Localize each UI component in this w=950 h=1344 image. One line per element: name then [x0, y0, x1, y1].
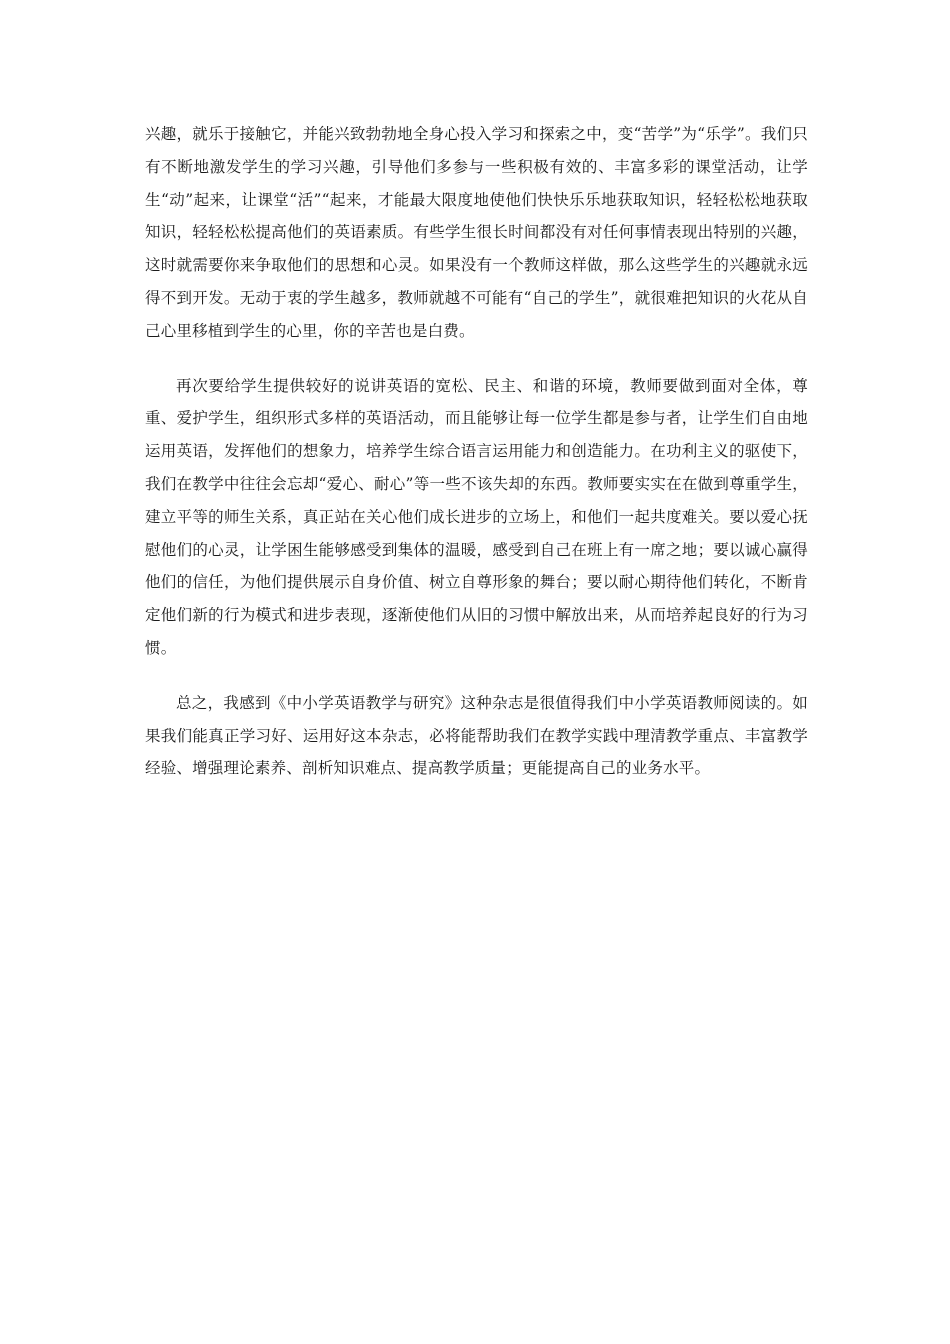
paragraph-interest-continuation: 兴趣，就乐于接触它，并能兴致勃勃地全身心投入学习和探索之中，变“苦学”为“乐学”。我们只有不断地激发学生的学习兴趣，引导他们多参与一些积极有效的、丰富多彩的课堂活动，让学生“动”起来，让课堂“活”“起来，才能最大限度地使他们快快乐乐地获取知识，轻轻松松地获取知识，轻轻松松提高他们的英语素质。有些学生很长时间都没有对任何事情表现出特别的兴趣，这时就需要你来争取他们的思想和心灵。如果没有一个教师这样做，那么这些学生的兴趣就永远得不到开发。无动于衷的学生越多，教师就越不可能有“自己的学生”，就很难把知识的火花从自己心里移植到学生的心里，你的辛苦也是白费。 [145, 125, 808, 340]
paragraph-gap [145, 665, 808, 687]
document-body [145, 118, 808, 785]
paragraph-learning-environment: 再次要给学生提供较好的说讲英语的宽松、民主、和谐的环境，教师要做到面对全体，尊重、爱护学生，组织形式多样的英语活动，而且能够让每一位学生都是参与者，让学生们自由地运用英语，发挥他们的想象力，培养学生综合语言运用能力和创造能力。在功利主义的驱使下，我们在教学中往往会忘却“爱心、耐心”等一些不该失却的东西。教师要实实在在做到尊重学生，建立平等的师生关系，真正站在关心他们成长进步的立场上，和他们一起共度难关。要以爱心抚慰他们的心灵，让学困生能够感受到集体的温暖，感受到自己在班上有一席之地；要以诚心赢得他们的信任，为他们提供展示自身价值、树立自尊形象的舞台；要以耐心期待他们转化，不断肯定他们新的行为模式和进步表现，逐渐使他们从旧的习惯中解放出来，从而培养起良好的行为习惯。 [145, 376, 808, 657]
paragraph-gap [145, 348, 808, 370]
paragraph-conclusion: 总之，我感到《中小学英语教学与研究》这种杂志是很值得我们中小学英语教师阅读的。如果我们能真正学习好、运用好这本杂志，必将能帮助我们在教学实践中理清教学重点、丰富教学经验、增强理论素养、剖析知识难点、提高教学质量；更能提高自己的业务水平。 [145, 693, 808, 778]
